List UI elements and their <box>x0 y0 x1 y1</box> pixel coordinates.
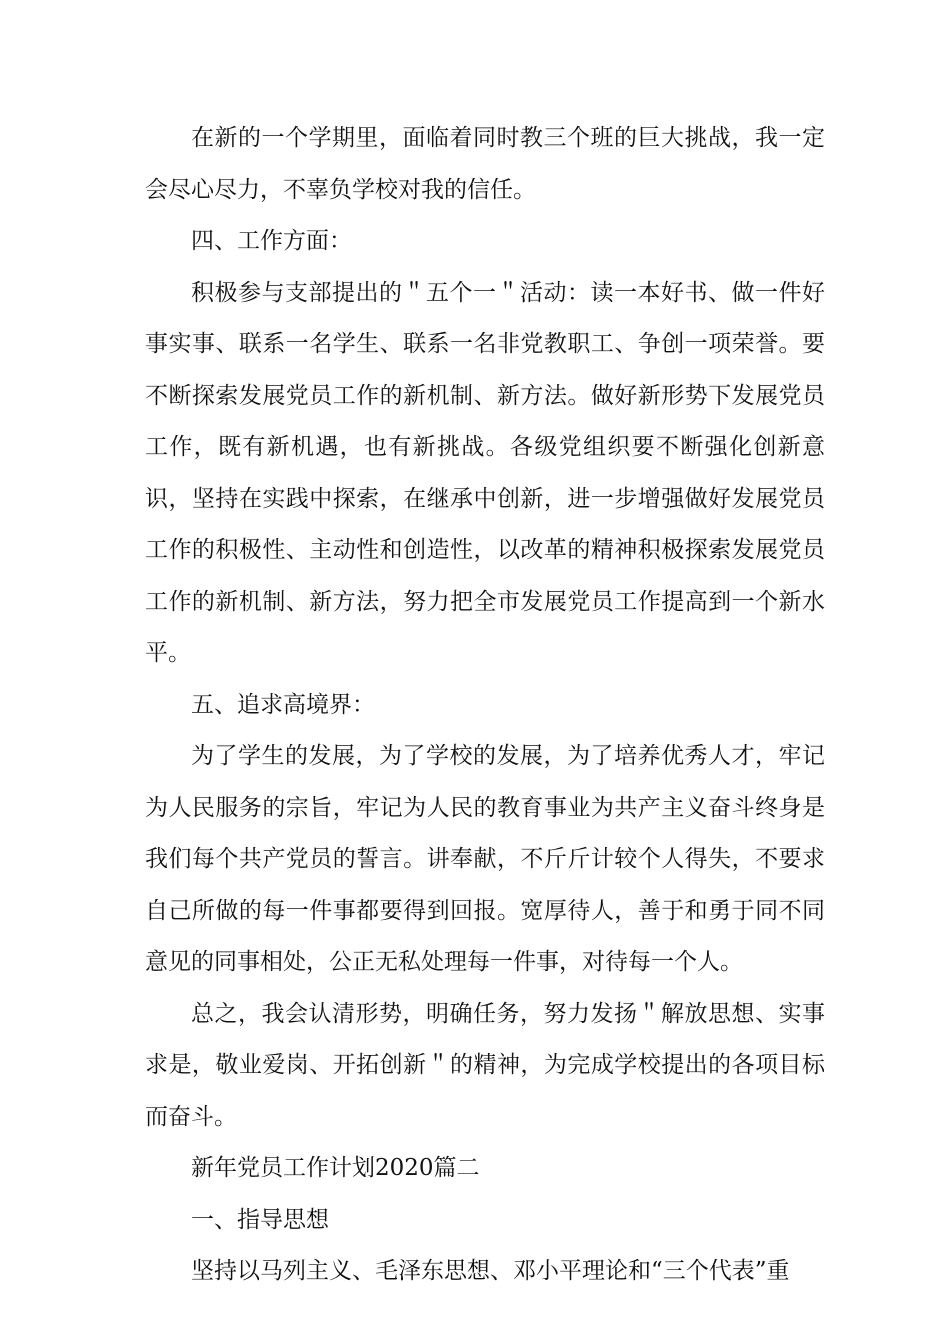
paragraph-guiding-ideology: 坚持以马列主义、毛泽东思想、邓小平理论和“三个代表”重 <box>191 1258 790 1284</box>
paragraph-conclusion: 总之，我会认清形势，明确任务，努力发扬＂解放思想、实事求是，敬业爱岗、开拓创新＂的精神，为完成学校提出的各项目标而奋斗。 <box>145 1000 825 1130</box>
paragraph-five-ones-activity: 积极参与支部提出的＂五个一＂活动：读一本好书、做一件好事实事、联系一名学生、联系一名非党教职工、争创一项荣誉。要不断探索发展党员工作的新机制、新方法。做好新形势下发展党员工作，既有新机遇，也有新挑战。各级党组织要不断强化创新意识，坚持在实践中探索，在继承中创新，进一步增强做好发展党员工作的积极性、主动性和创造性，以改革的精神积极探索发展党员工作的新机制、新方法，努力把全市发展党员工作提高到一个新水平。 <box>145 279 825 666</box>
section-heading-work: 四、工作方面： <box>191 228 352 254</box>
section-heading-guiding-ideology: 一、指导思想 <box>191 1206 329 1233</box>
document-body <box>145 113 825 1298</box>
section-heading-high-realm: 五、追求高境界： <box>191 691 375 718</box>
paragraph-semester-commitment: 在新的一个学期里，面临着同时教三个班的巨大挑战，我一定会尽心尽力，不辜负学校对我的信任。 <box>145 125 825 203</box>
article-title-part-two: 新年党员工作计划2020篇二 <box>191 1155 480 1181</box>
paragraph-serve-people: 为了学生的发展，为了学校的发展，为了培养优秀人才，牢记为人民服务的宗旨，牢记为人民的教育事业为共产主义奋斗终身是我们每个共产党员的誓言。讲奉献，不斤斤计较个人得失，不要求自己所做的每一件事都要得到回报。宽厚待人，善于和勇于同不同意见的同事相处，公正无私处理每一件事，对待每一个人。 <box>145 743 825 975</box>
